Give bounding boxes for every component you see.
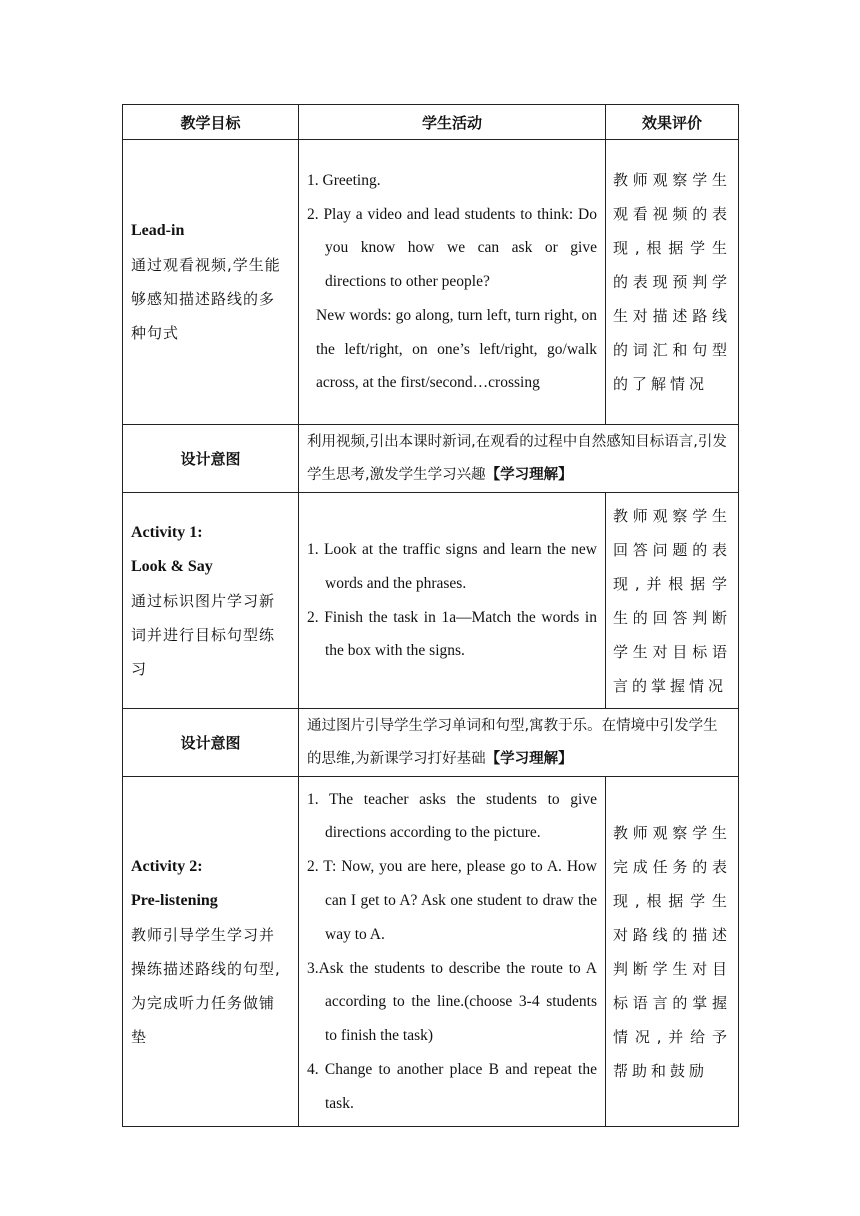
activity-1-description: 通过标识图片学习新词并进行目标句型练习: [131, 591, 276, 678]
activity-1-row: [123, 493, 739, 709]
activity-2-row: [123, 777, 739, 1127]
design-intent-body: 通过图片引导学生学习单词和句型,寓教于乐。在情境中引发学生的思维,为新课学习打好基础: [307, 717, 718, 767]
activity-1-title: Activity 1:: [131, 523, 203, 541]
header-activity: 学生活动: [299, 105, 606, 140]
activity-item: New words: go along, turn left, turn right, on the left/right, on one’s left/right, go/walk across, at the first/second…crossing: [316, 306, 597, 392]
activity-item: 2. Finish the task in 1a—Match the words in the box with the signs.: [307, 608, 597, 660]
design-intent-text: [299, 425, 739, 493]
activity-2-evaluation: 教师观察学生完成任务的表现,根据学生对路线的描述判断学生对目标语言的掌握情况,并给予帮助和鼓励: [606, 777, 739, 1127]
activity-2-title: Activity 2:: [131, 857, 203, 875]
activity-2-activity-cell: [299, 777, 606, 1127]
activity-item: 2. T: Now, you are here, please go to A. How can I get to A? Ask one student to draw the way to A.: [307, 858, 597, 943]
activity-1-activity-cell: [299, 493, 606, 709]
lead-in-description: 通过观看视频,学生能够感知描述路线的多种句式: [131, 256, 281, 342]
header-evaluation: 效果评价: [606, 105, 739, 140]
lead-in-evaluation: 教师观察学生观看视频的表现,根据学生的表现预判学生对描述路线的词汇和句型的了解情况: [606, 140, 739, 425]
design-intent-tag: 【学习理解】: [485, 466, 573, 483]
activity-1-subtitle: Look & Say: [131, 557, 213, 575]
lead-in-title: Lead-in: [131, 222, 185, 239]
activity-2-subtitle: Pre-listening: [131, 891, 218, 909]
design-intent-body: 利用视频,引出本课时新词,在观看的过程中自然感知目标语言,引发学生思考,激发学生学习兴趣: [307, 433, 727, 483]
design-intent-label: 设计意图: [123, 425, 299, 493]
activity-1-evaluation: 教师观察学生回答问题的表现,并根据学生的回答判断学生对目标语言的掌握情况: [606, 493, 739, 709]
lead-in-activity-cell: [299, 140, 606, 425]
activity-item: 1. Look at the traffic signs and learn the new words and the phrases.: [307, 540, 597, 592]
design-intent-row-2: [123, 709, 739, 777]
lead-in-row: [123, 140, 739, 425]
activity-2-goal-cell: [123, 777, 299, 1127]
activity-item: 1. The teacher asks the students to give directions according to the picture.: [307, 790, 597, 842]
lesson-plan-table: [122, 104, 739, 1127]
design-intent-label: 设计意图: [123, 709, 299, 777]
activity-item: 3.Ask the students to describe the route to A according to the line.(choose 3-4 students to finish the task): [307, 959, 597, 1045]
activity-1-goal-cell: [123, 493, 299, 709]
header-goal: 教学目标: [123, 105, 299, 140]
design-intent-row-1: [123, 425, 739, 493]
design-intent-text: [299, 709, 739, 777]
activity-item: 4. Change to another place B and repeat the task.: [307, 1060, 597, 1112]
activity-2-description: 教师引导学生学习并操练描述路线的句型,为完成听力任务做铺垫: [131, 925, 281, 1046]
activity-item: 1. Greeting.: [307, 171, 381, 189]
design-intent-tag: 【学习理解】: [485, 750, 573, 767]
activity-item: 2. Play a video and lead students to think: Do you know how we can ask or give directions to other people?: [307, 205, 597, 291]
header-row: [123, 105, 739, 140]
lead-in-goal-cell: [123, 140, 299, 425]
